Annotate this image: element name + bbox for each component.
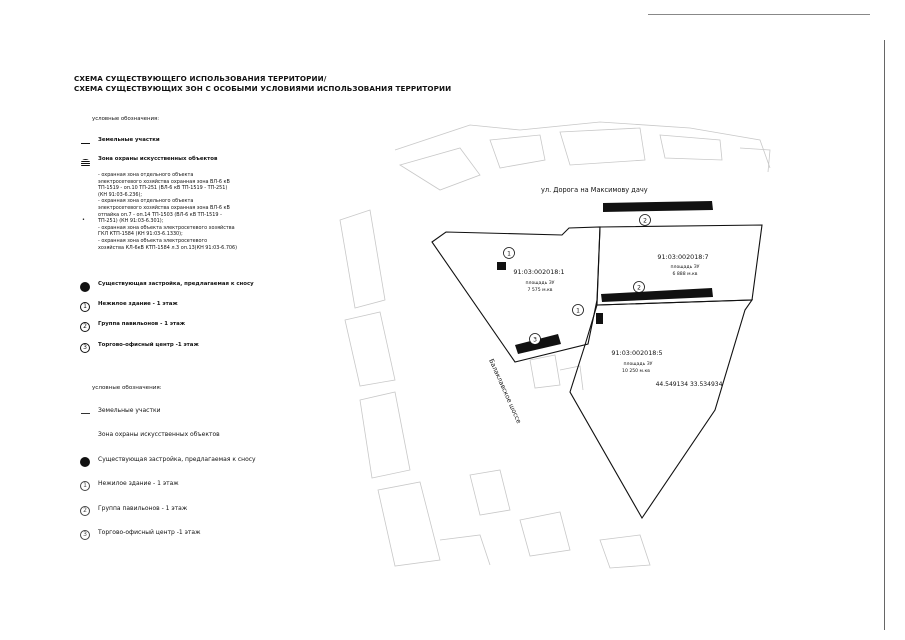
marker-1-right-label: 1 — [576, 307, 580, 315]
parcel-5-area-value: 10 250 м.кв — [622, 369, 650, 374]
marker-3-label: 3 — [533, 336, 537, 344]
legend-heading: условные обозначения: — [92, 116, 160, 122]
legend2-item-parcels: Земельные участки — [78, 407, 160, 419]
marker-1-top-label: 1 — [507, 250, 511, 258]
parcel-5-area-label: площадь ЗУ — [623, 362, 653, 367]
legend-heading-2: условные обозначения: — [92, 385, 162, 391]
legend-item-1: 1 Нежилое здание - 1 этаж — [78, 301, 178, 313]
zone-details-list: - охранная зона отдельного объекта электросетевого хозяйства охранная зона ВЛ-6 кВ ТП-1519 - оп.10 ТП-251 (ВЛ-6 кВ ТП-1519 - ТП-251) (КН 91:03-6.236); - охранная зона отдельного объекта электросетевого хозяйства охранная зона ВЛ-6 кВ отпайка оп.7 - оп.14 ТП-1503 (ВЛ-6 кВ ТП-1519 - ТП-251) (КН 91:03-6.301); - охранная зона объекта электросетевого хозяйства ГКЛ КТП-1584 (КН 91:03-6.1330); - охранная зона объекта электросетевого хозяйства КЛ-6кВ КТП-1584 л.3 оп.13(КН 91:03-6.706) — [98, 172, 238, 251]
legend-item-parcels: Земельные участки — [78, 137, 160, 149]
building-bar-top — [603, 201, 713, 212]
legend2-item-demolition: Существующая застройка, предлагаемая к сносу — [78, 456, 256, 468]
street-top-label: ул. Дорога на Максимову дачу — [541, 186, 648, 194]
parcel-1-id: 91:03:002018:1 — [513, 268, 565, 276]
marker-1-icon: 1 — [80, 302, 90, 312]
parcel-1-outline — [432, 227, 600, 362]
marker-1-icon: 1 — [80, 481, 90, 491]
parcel-1-area-value: 7 575 м.кв — [527, 288, 553, 293]
bullet-icon: • — [82, 217, 85, 223]
legend-item-3: 3 Торгово-офисный центр -1 этаж — [78, 342, 199, 354]
parcel-7-area-label: площадь ЗУ — [670, 265, 700, 270]
building-bar-mid — [601, 288, 713, 302]
legend2-item-1: 1 Нежилое здание - 1 этаж — [78, 480, 179, 492]
title-line-2: СХЕМА СУЩЕСТВУЮЩИХ ЗОН С ОСОБЫМИ УСЛОВИЯМИ ИСПОЛЬЗОВАНИЯ ТЕРРИТОРИИ — [74, 84, 452, 93]
demolition-buildings — [497, 201, 713, 354]
parcel-outlines — [432, 225, 762, 518]
legend2-item-3: 3 Торгово-офисный центр -1 этаж — [78, 529, 200, 541]
parcel-1-area-label: площадь ЗУ — [525, 281, 555, 286]
legend-item-2: 2 Группа павильонов - 1 этаж — [78, 321, 185, 333]
building-sq-1 — [497, 262, 506, 270]
parcel-5-id: 91:03:002018:5 — [611, 349, 663, 357]
marker-3-icon: 3 — [80, 530, 90, 540]
legend2-item-2: 2 Группа павильонов - 1 этаж — [78, 505, 187, 517]
parcel-7-area-value: 6 888 м.кв — [672, 272, 698, 277]
building-sq-2 — [596, 313, 603, 324]
legend-item-zone: Зона охраны искусственных объектов — [78, 156, 217, 168]
coordinates-label: 44.549134 33.534934 — [655, 381, 723, 388]
parcel-7-id: 91:03:002018:7 — [657, 253, 709, 261]
marker-3-icon: 3 — [80, 343, 90, 353]
marker-2-mid-label: 2 — [637, 284, 641, 292]
marker-2-top-label: 2 — [643, 217, 647, 225]
title-line-1: СХЕМА СУЩЕСТВУЮЩЕГО ИСПОЛЬЗОВАНИЯ ТЕРРИТОРИИ/ — [74, 74, 327, 83]
marker-2-icon: 2 — [80, 506, 90, 516]
street-diagonal-label: Балаклавское шоссе — [487, 357, 523, 425]
legend-item-demolition: Существующая застройка, предлагаемая к сносу — [78, 281, 254, 293]
parcel-5-outline — [570, 300, 752, 518]
legend2-item-zone: Зона охраны искусственных объектов — [98, 431, 220, 438]
marker-2-icon: 2 — [80, 322, 90, 332]
